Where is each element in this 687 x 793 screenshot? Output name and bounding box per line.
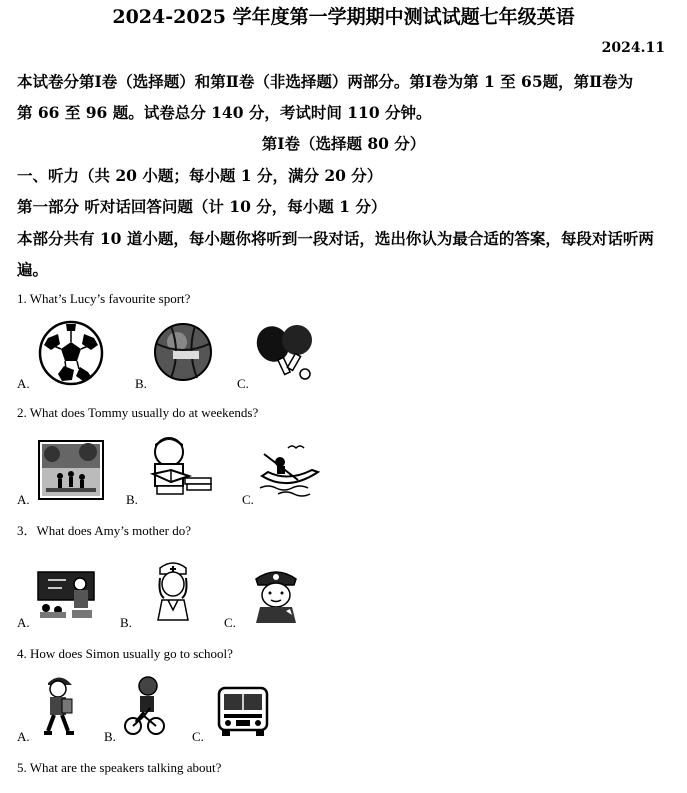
question-5: 5. What are the speakers talking about? [17, 760, 222, 775]
question-2: 2. What does Tommy usually do at weekends? [17, 405, 259, 420]
rowing-boat-icon [258, 440, 324, 496]
nurse-icon [150, 558, 196, 622]
question-1: 1. What’s Lucy’s favourite sport? [17, 291, 191, 306]
option-1a-label: A. [17, 376, 30, 391]
option-2c-label: C. [242, 492, 254, 507]
basketball-icon [153, 322, 213, 382]
option-3a-label: A. [17, 615, 30, 630]
page-title: 2024-2025 学年度第一学期期中测试试题七年级英语 [112, 6, 575, 28]
cyclist-icon [124, 676, 164, 736]
question-4: 4. How does Simon usually go to school? [17, 646, 233, 661]
ping-pong-paddles-icon [255, 324, 317, 384]
option-3b-label: B. [120, 615, 132, 630]
option-1b-label: B. [135, 376, 147, 391]
option-1c-label: C. [237, 376, 249, 391]
exam-date: 2024.11 [601, 40, 665, 56]
teacher-blackboard-icon [36, 568, 98, 620]
instructions-line-2: 遍。 [17, 260, 49, 279]
option-4b-label: B. [104, 729, 116, 744]
boy-reading-icon [145, 434, 215, 498]
option-4a-label: A. [17, 729, 30, 744]
option-4c-label: C. [192, 729, 204, 744]
part-title: 一、听力（共 20 小题；每小题 1 分，满分 20 分） [17, 166, 383, 185]
section-title: 第Ⅰ卷（选择题 80 分） [261, 134, 426, 153]
question-3: 3．What does Amy’s mother do? [17, 523, 192, 538]
intro-line-2: 第 66 至 96 题。试卷总分 140 分，考试时间 110 分钟。 [17, 103, 432, 122]
park-scene-icon [38, 440, 104, 500]
option-3c-label: C. [224, 615, 236, 630]
instructions-line-1: 本部分共有 10 道小题，每小题你将听到一段对话，选出你认为最合适的答案，每段对话听两 [17, 229, 654, 248]
option-2a-label: A. [17, 492, 30, 507]
sub-title: 第一部分 听对话回答问题（计 10 分，每小题 1 分） [17, 197, 387, 216]
soccer-ball-icon [38, 320, 104, 386]
option-2b-label: B. [126, 492, 138, 507]
walking-boy-icon [40, 673, 80, 737]
police-officer-icon [250, 565, 302, 623]
intro-line-1: 本试卷分第Ⅰ卷（选择题）和第Ⅱ卷（非选择题）两部分。第Ⅰ卷为第 1 至 65题，第Ⅱ卷为 [17, 72, 634, 91]
bus-icon [216, 686, 270, 738]
